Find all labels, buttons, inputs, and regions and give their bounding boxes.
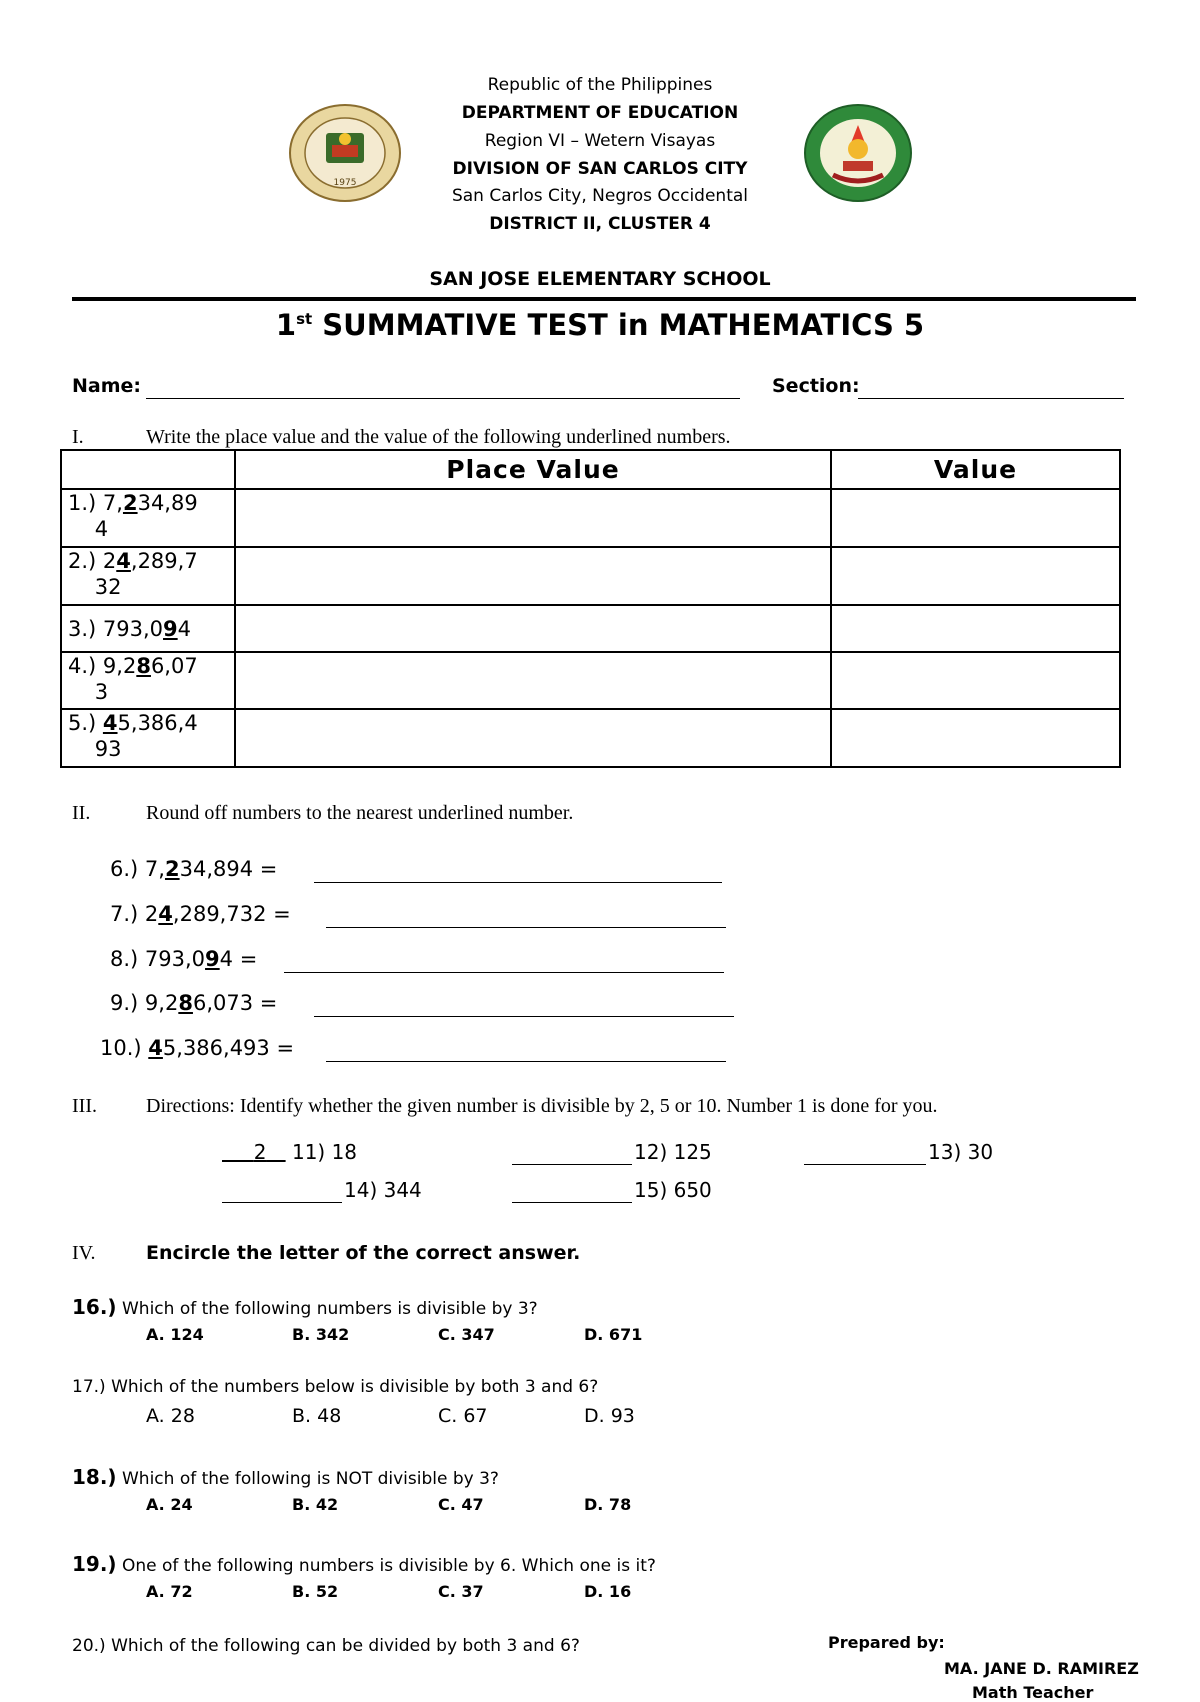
divisible-answer-line[interactable] <box>222 1202 342 1203</box>
header-republic: Republic of the Philippines <box>487 75 713 95</box>
section-field[interactable] <box>858 398 1124 399</box>
round-answer-line[interactable] <box>284 972 724 973</box>
table-row <box>61 709 1120 767</box>
option-a[interactable]: A. 24 <box>146 1495 193 1514</box>
round-answer-line[interactable] <box>314 882 722 883</box>
divisible-answer-line[interactable] <box>512 1202 632 1203</box>
round-item: 10.) 45,386,493 = <box>100 1036 295 1060</box>
value-answer-cell[interactable] <box>831 605 1120 652</box>
row-number-label: 3.) 793,094 <box>61 605 235 652</box>
section-label: Section: <box>772 375 860 397</box>
part2-number: II. <box>72 802 91 824</box>
option-d[interactable]: D. 78 <box>584 1495 632 1514</box>
round-item: 9.) 9,286,073 = <box>110 991 278 1015</box>
table-row <box>61 605 1120 652</box>
option-d[interactable]: D. 671 <box>584 1325 643 1344</box>
option-a[interactable]: A. 28 <box>146 1405 195 1427</box>
divisible-item: 13) 30 <box>928 1140 994 1164</box>
value-answer-cell[interactable] <box>831 709 1120 767</box>
value-answer-cell[interactable] <box>831 652 1120 709</box>
place-value-answer-cell[interactable] <box>235 547 831 605</box>
table-header-blank <box>61 450 235 489</box>
prepared-by-label: Prepared by: <box>828 1633 945 1652</box>
option-c[interactable]: C. 47 <box>438 1495 484 1514</box>
divisible-item: 12) 125 <box>634 1140 712 1164</box>
row-number-label: 5.) 45,386,4 93 <box>61 709 235 767</box>
part4-instruction: Encircle the letter of the correct answer. <box>146 1242 581 1264</box>
option-b[interactable]: B. 42 <box>292 1495 339 1514</box>
question-17: 17.) Which of the numbers below is divisible by both 3 and 6? <box>72 1377 599 1397</box>
header-divider <box>72 297 1136 301</box>
round-item: 8.) 793,094 = <box>110 947 258 971</box>
option-d[interactable]: D. 93 <box>584 1405 635 1427</box>
round-item: 7.) 24,289,732 = <box>110 902 291 926</box>
name-label: Name: <box>72 375 142 397</box>
option-b[interactable]: B. 48 <box>292 1405 342 1427</box>
header-deped: DEPARTMENT OF EDUCATION <box>461 103 739 123</box>
place-value-answer-cell[interactable] <box>235 605 831 652</box>
option-c[interactable]: C. 347 <box>438 1325 495 1344</box>
column-header-place-value: Place Value <box>235 450 831 489</box>
round-answer-line[interactable] <box>326 927 726 928</box>
value-answer-cell[interactable] <box>831 547 1120 605</box>
part4-number: IV. <box>72 1242 96 1264</box>
row-number-label: 2.) 24,289,7 32 <box>61 547 235 605</box>
divisible-item: 14) 344 <box>344 1178 422 1202</box>
divisible-item: 15) 650 <box>634 1178 712 1202</box>
column-header-value: Value <box>831 450 1120 489</box>
round-answer-line[interactable] <box>314 1016 734 1017</box>
round-answer-line[interactable] <box>326 1061 726 1062</box>
option-b[interactable]: B. 52 <box>292 1582 339 1601</box>
part1-number: I. <box>72 426 84 448</box>
name-field[interactable] <box>146 398 740 399</box>
school-name: SAN JOSE ELEMENTARY SCHOOL <box>429 268 771 290</box>
table-row <box>61 489 1120 547</box>
part3-instruction: Directions: Identify whether the given number is divisible by 2, 5 or 10. Number 1 is done for you. <box>146 1095 938 1117</box>
option-c[interactable]: C. 67 <box>438 1405 488 1427</box>
place-value-table <box>60 449 1121 768</box>
header-district: DISTRICT II, CLUSTER 4 <box>489 214 711 234</box>
part1-instruction: Write the place value and the value of the following underlined numbers. <box>146 426 731 448</box>
option-d[interactable]: D. 16 <box>584 1582 632 1601</box>
place-value-answer-cell[interactable] <box>235 489 831 547</box>
divisible-item-example: 2 11) 18 <box>253 1140 358 1164</box>
round-item: 6.) 7,234,894 = <box>110 857 278 881</box>
place-value-answer-cell[interactable] <box>235 709 831 767</box>
divisible-answer-line[interactable] <box>512 1164 632 1165</box>
question-20: 20.) Which of the following can be divided by both 3 and 6? <box>72 1636 580 1656</box>
option-a[interactable]: A. 72 <box>146 1582 193 1601</box>
header-division: DIVISION OF SAN CARLOS CITY <box>452 159 748 179</box>
question-19: 19.) One of the following numbers is divisible by 6. Which one is it? <box>72 1552 656 1576</box>
header-city: San Carlos City, Negros Occidental <box>451 186 749 206</box>
row-number-label: 1.) 7,234,89 4 <box>61 489 235 547</box>
table-row <box>61 652 1120 709</box>
question-16: 16.) Which of the following numbers is divisible by 3? <box>72 1295 538 1319</box>
part3-number: III. <box>72 1095 97 1117</box>
option-a[interactable]: A. 124 <box>146 1325 204 1344</box>
part2-instruction: Round off numbers to the nearest underlined number. <box>146 802 574 824</box>
option-b[interactable]: B. 342 <box>292 1325 350 1344</box>
teacher-name: MA. JANE D. RAMIREZ <box>944 1659 1139 1678</box>
header-region: Region VI – Wetern Visayas <box>484 131 716 151</box>
value-answer-cell[interactable] <box>831 489 1120 547</box>
seal-year-text: 1975 <box>333 178 357 188</box>
divisible-answer-line[interactable] <box>804 1164 926 1165</box>
table-row <box>61 547 1120 605</box>
teacher-role: Math Teacher <box>972 1683 1094 1702</box>
place-value-answer-cell[interactable] <box>235 652 831 709</box>
option-c[interactable]: C. 37 <box>438 1582 484 1601</box>
question-18: 18.) Which of the following is NOT divisible by 3? <box>72 1465 499 1489</box>
page-title: 1st SUMMATIVE TEST in MATHEMATICS 5 <box>275 308 925 342</box>
row-number-label: 4.) 9,286,07 3 <box>61 652 235 709</box>
